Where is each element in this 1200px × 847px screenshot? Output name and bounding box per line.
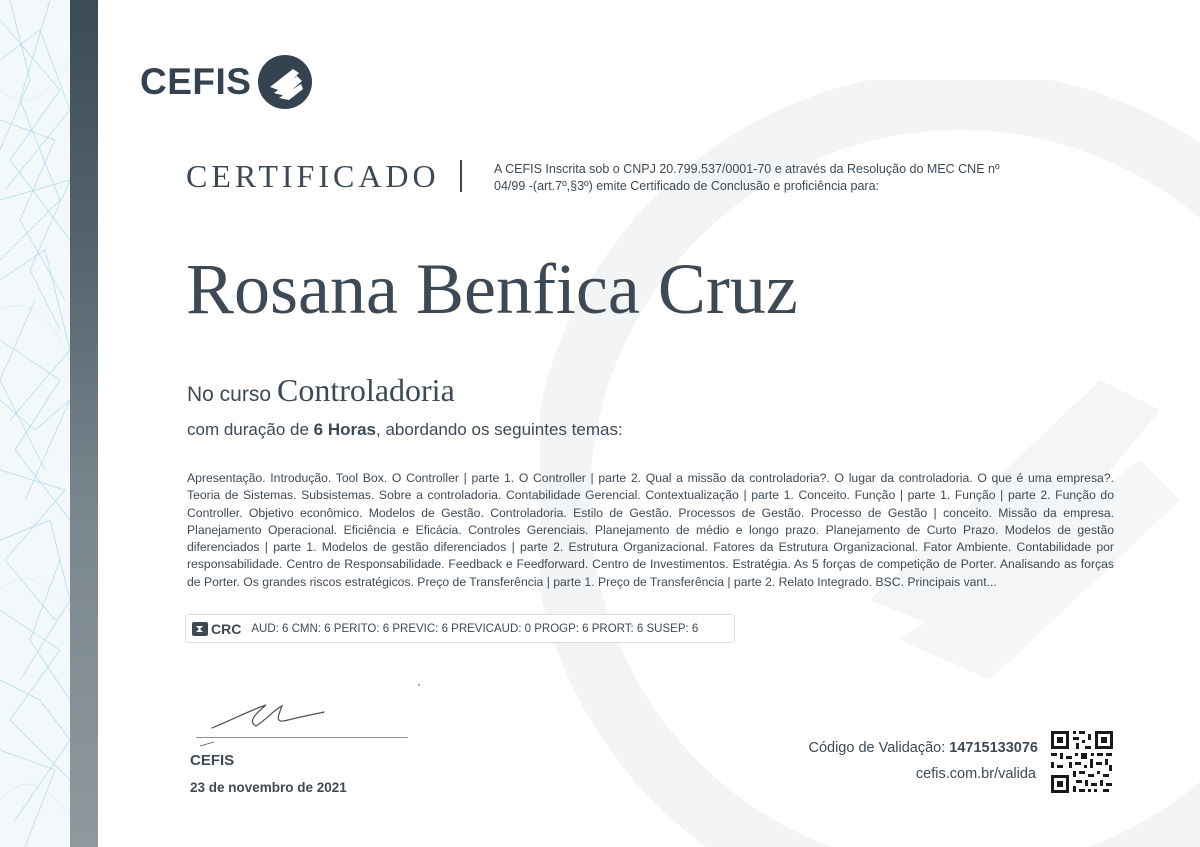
signature-line bbox=[196, 737, 408, 738]
title-divider bbox=[460, 160, 462, 192]
validation-code: 14715133076 bbox=[949, 740, 1038, 756]
certificate-intro: A CEFIS Inscrita sob o CNPJ 20.799.537/0001-70 e através da Resolução do MEC CNE nº 04/99 -(art.7º,§3º) emite Certificado de Conclusão e proficiência para: bbox=[494, 162, 1000, 193]
course-name: Controladoria bbox=[277, 372, 455, 408]
crc-credits: AUD: 6 CMN: 6 PERITO: 6 PREVIC: 6 PREVICAUD: 0 PROGP: 6 PRORT: 6 SUSEP: 6 bbox=[251, 622, 699, 635]
handwritten-signature bbox=[196, 680, 426, 750]
duration-prefix: com duração de bbox=[187, 420, 314, 439]
issue-date: 23 de novembro de 2021 bbox=[190, 780, 347, 795]
course-line bbox=[187, 372, 455, 409]
course-prefix: No curso bbox=[187, 383, 272, 406]
duration-suffix: , abordando os seguintes temas: bbox=[376, 420, 623, 439]
logo-text: CEFIS bbox=[140, 61, 252, 102]
cefis-logo-icon bbox=[257, 54, 313, 110]
crc-credits-box bbox=[185, 614, 735, 643]
duration-line bbox=[187, 420, 623, 440]
certificate-title: CERTIFICADO bbox=[186, 158, 440, 194]
validation-label: Código de Validação: bbox=[808, 740, 946, 756]
duration-value: 6 Horas bbox=[313, 420, 377, 439]
validation-url[interactable]: cefis.com.br/valida bbox=[915, 766, 1036, 782]
qr-code-icon[interactable] bbox=[1049, 729, 1115, 795]
crc-logo-icon bbox=[192, 622, 208, 636]
cefis-logo bbox=[140, 54, 313, 110]
recipient-name: Rosana Benfica Cruz bbox=[186, 249, 798, 329]
course-topics: Apresentação. Introdução. Tool Box. O Controller | parte 1. O Controller | parte 2. Qual a missão da controladoria?. O lugar da controladoria. O que é uma empresa?. Teoria de Sistemas. Subsistemas. Sobre a controladoria. Contabilidade Gerencial. Contextualização | parte 1. Conceito. Função | parte 1. Função | parte 2. Função do Controller. Objetivo econômico. Modelos de Gestão. Controladoria. Estilo de Gestão. Processos de Gestão. Processo de Gestão | conceito. Missão da empresa. Planejamento Operacional. Eficiência e Eficácia. Controles Gerenciais. Planejamento de médio e longo prazo. Planejamento de Curto Prazo. Modelos de gestão diferenciados | parte 1. Modelos de gestão diferenciados | parte 2. Estrutura Organizacional. Fatores da Estrutura Organizacional. Fator Ambiente. Contabilidade por responsabilidade. Centro de Responsabilidade. Feedback e Feedforward. Centro de Investimentos. Estratégia. As 5 forças de competição de Porter. Analisando as forças de Porter. Os grandes riscos estratégicos. Preço de Transferência | parte 1. Preço de Transferência | parte 2. Relato Integrado. BSC. Principais vant... bbox=[187, 471, 1114, 589]
left-decorative-pattern bbox=[0, 0, 70, 847]
crc-logo-text: CRC bbox=[211, 620, 242, 637]
validation-code-line bbox=[780, 740, 1038, 756]
crc-logo bbox=[192, 621, 241, 637]
signer-name: CEFIS bbox=[190, 752, 235, 769]
left-color-bar bbox=[70, 0, 98, 847]
